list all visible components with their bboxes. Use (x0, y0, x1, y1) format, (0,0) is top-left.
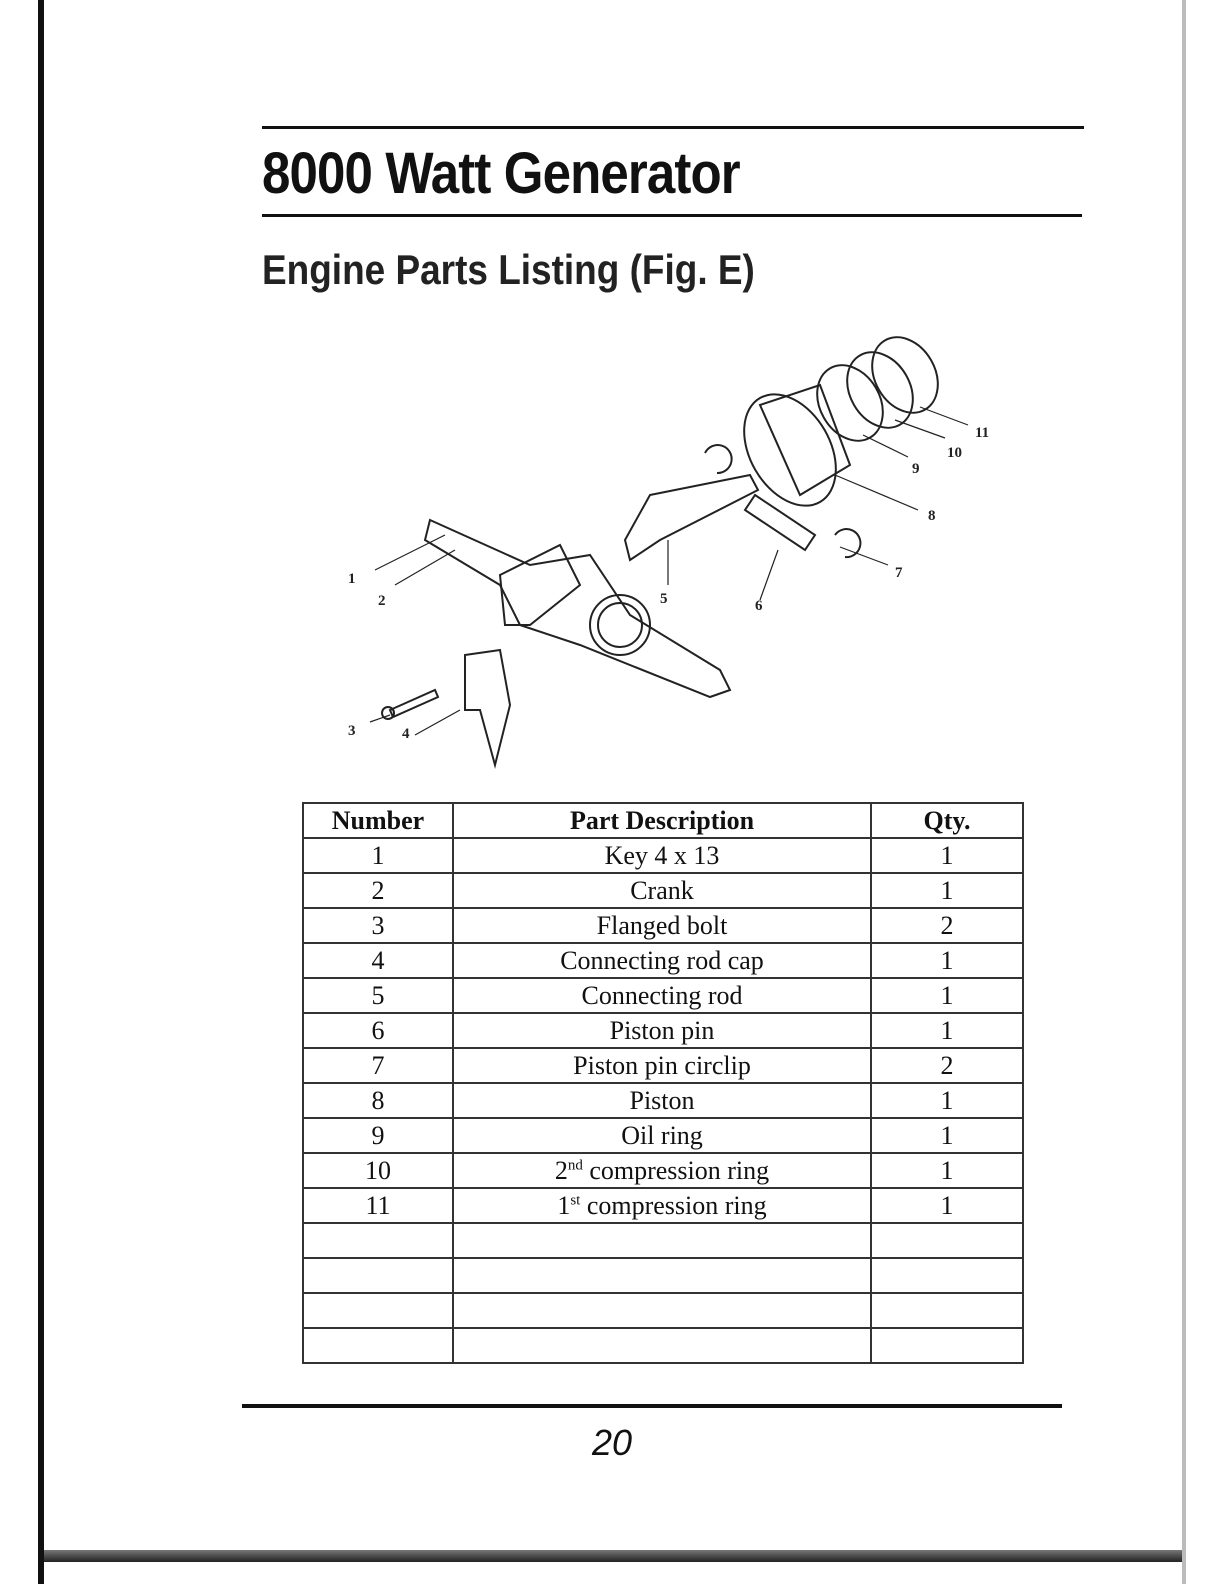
callout-7: 7 (895, 565, 903, 581)
rod-cap (465, 650, 510, 765)
cell-qty: 2 (871, 908, 1023, 943)
cell-description (453, 1153, 871, 1188)
empty-row (303, 1328, 1023, 1363)
cell-description: Crank (453, 873, 871, 908)
desc-suffix: compression ring (580, 1191, 767, 1220)
header-description: Part Description (453, 803, 871, 838)
table-row (303, 1188, 1023, 1223)
cell-description: Piston (453, 1083, 871, 1118)
callout-8: 8 (928, 508, 936, 524)
cell-description: Oil ring (453, 1118, 871, 1153)
table-row (303, 1013, 1023, 1048)
cell-qty: 2 (871, 1048, 1023, 1083)
table-row (303, 1083, 1023, 1118)
cell-qty: 1 (871, 943, 1023, 978)
desc-sup: st (570, 1192, 581, 1209)
cell-description: Piston pin circlip (453, 1048, 871, 1083)
desc-sup: nd (567, 1157, 583, 1174)
piston (725, 378, 854, 522)
callout-2: 2 (378, 593, 386, 609)
circlip-upper (705, 445, 732, 473)
page-right-edge (1182, 0, 1186, 1584)
table-header-row (303, 803, 1023, 838)
callout-10: 10 (947, 445, 962, 461)
callout-4: 4 (402, 726, 410, 742)
header-qty: Qty. (871, 803, 1023, 838)
cell-number: 1 (303, 838, 453, 873)
cell-number: 10 (303, 1153, 453, 1188)
callout-5: 5 (660, 591, 668, 607)
page-binding-edge (38, 0, 44, 1584)
callout-1: 1 (348, 571, 356, 587)
header-number: Number (303, 803, 453, 838)
desc-suffix: compression ring (582, 1156, 770, 1185)
table-row (303, 908, 1023, 943)
table-row (303, 873, 1023, 908)
title-top-rule (262, 126, 1084, 129)
cell-number: 6 (303, 1013, 453, 1048)
table-row (303, 1118, 1023, 1153)
cell-description: Flanged bolt (453, 908, 871, 943)
page-bottom-edge (44, 1550, 1182, 1562)
table-row (303, 943, 1023, 978)
footer-rule (242, 1404, 1062, 1408)
cell-number: 4 (303, 943, 453, 978)
table-row (303, 1048, 1023, 1083)
callout-11: 11 (975, 425, 990, 441)
cell-number: 3 (303, 908, 453, 943)
table-row (303, 978, 1023, 1013)
callout-3: 3 (348, 723, 356, 739)
cell-qty: 1 (871, 1188, 1023, 1223)
cell-qty: 1 (871, 1083, 1023, 1118)
cell-qty: 1 (871, 838, 1023, 873)
cell-qty: 1 (871, 1118, 1023, 1153)
cell-number: 8 (303, 1083, 453, 1118)
connecting-rod (625, 475, 758, 560)
empty-row (303, 1258, 1023, 1293)
parts-table (302, 802, 1024, 1364)
piston-pin (745, 495, 815, 550)
cell-description: Connecting rod cap (453, 943, 871, 978)
cell-description: Key 4 x 13 (453, 838, 871, 873)
title-bottom-rule (262, 214, 1082, 217)
empty-row (303, 1223, 1023, 1258)
page-title: 8000 Watt Generator (262, 141, 740, 206)
table-row (303, 838, 1023, 873)
cell-qty: 1 (871, 1153, 1023, 1188)
cell-qty: 1 (871, 978, 1023, 1013)
table-row (303, 1153, 1023, 1188)
cell-description: Connecting rod (453, 978, 871, 1013)
cell-number: 7 (303, 1048, 453, 1083)
page-number: 20 (591, 1422, 633, 1463)
cell-qty: 1 (871, 873, 1023, 908)
cell-number: 9 (303, 1118, 453, 1153)
flanged-bolt (390, 690, 438, 717)
cell-number: 11 (303, 1188, 453, 1223)
engine-parts-diagram (330, 325, 1010, 785)
empty-row (303, 1293, 1023, 1328)
cell-qty: 1 (871, 1013, 1023, 1048)
section-subtitle: Engine Parts Listing (Fig. E) (262, 246, 755, 293)
desc-prefix: 1 (557, 1191, 571, 1220)
callout-6: 6 (755, 598, 763, 614)
crankshaft-shaft (425, 520, 730, 697)
cell-number: 5 (303, 978, 453, 1013)
callout-9: 9 (912, 461, 920, 477)
cell-description: Piston pin (453, 1013, 871, 1048)
desc-prefix: 2 (554, 1156, 568, 1185)
piston-body (760, 385, 850, 495)
cell-number: 2 (303, 873, 453, 908)
cell-description (453, 1188, 871, 1223)
